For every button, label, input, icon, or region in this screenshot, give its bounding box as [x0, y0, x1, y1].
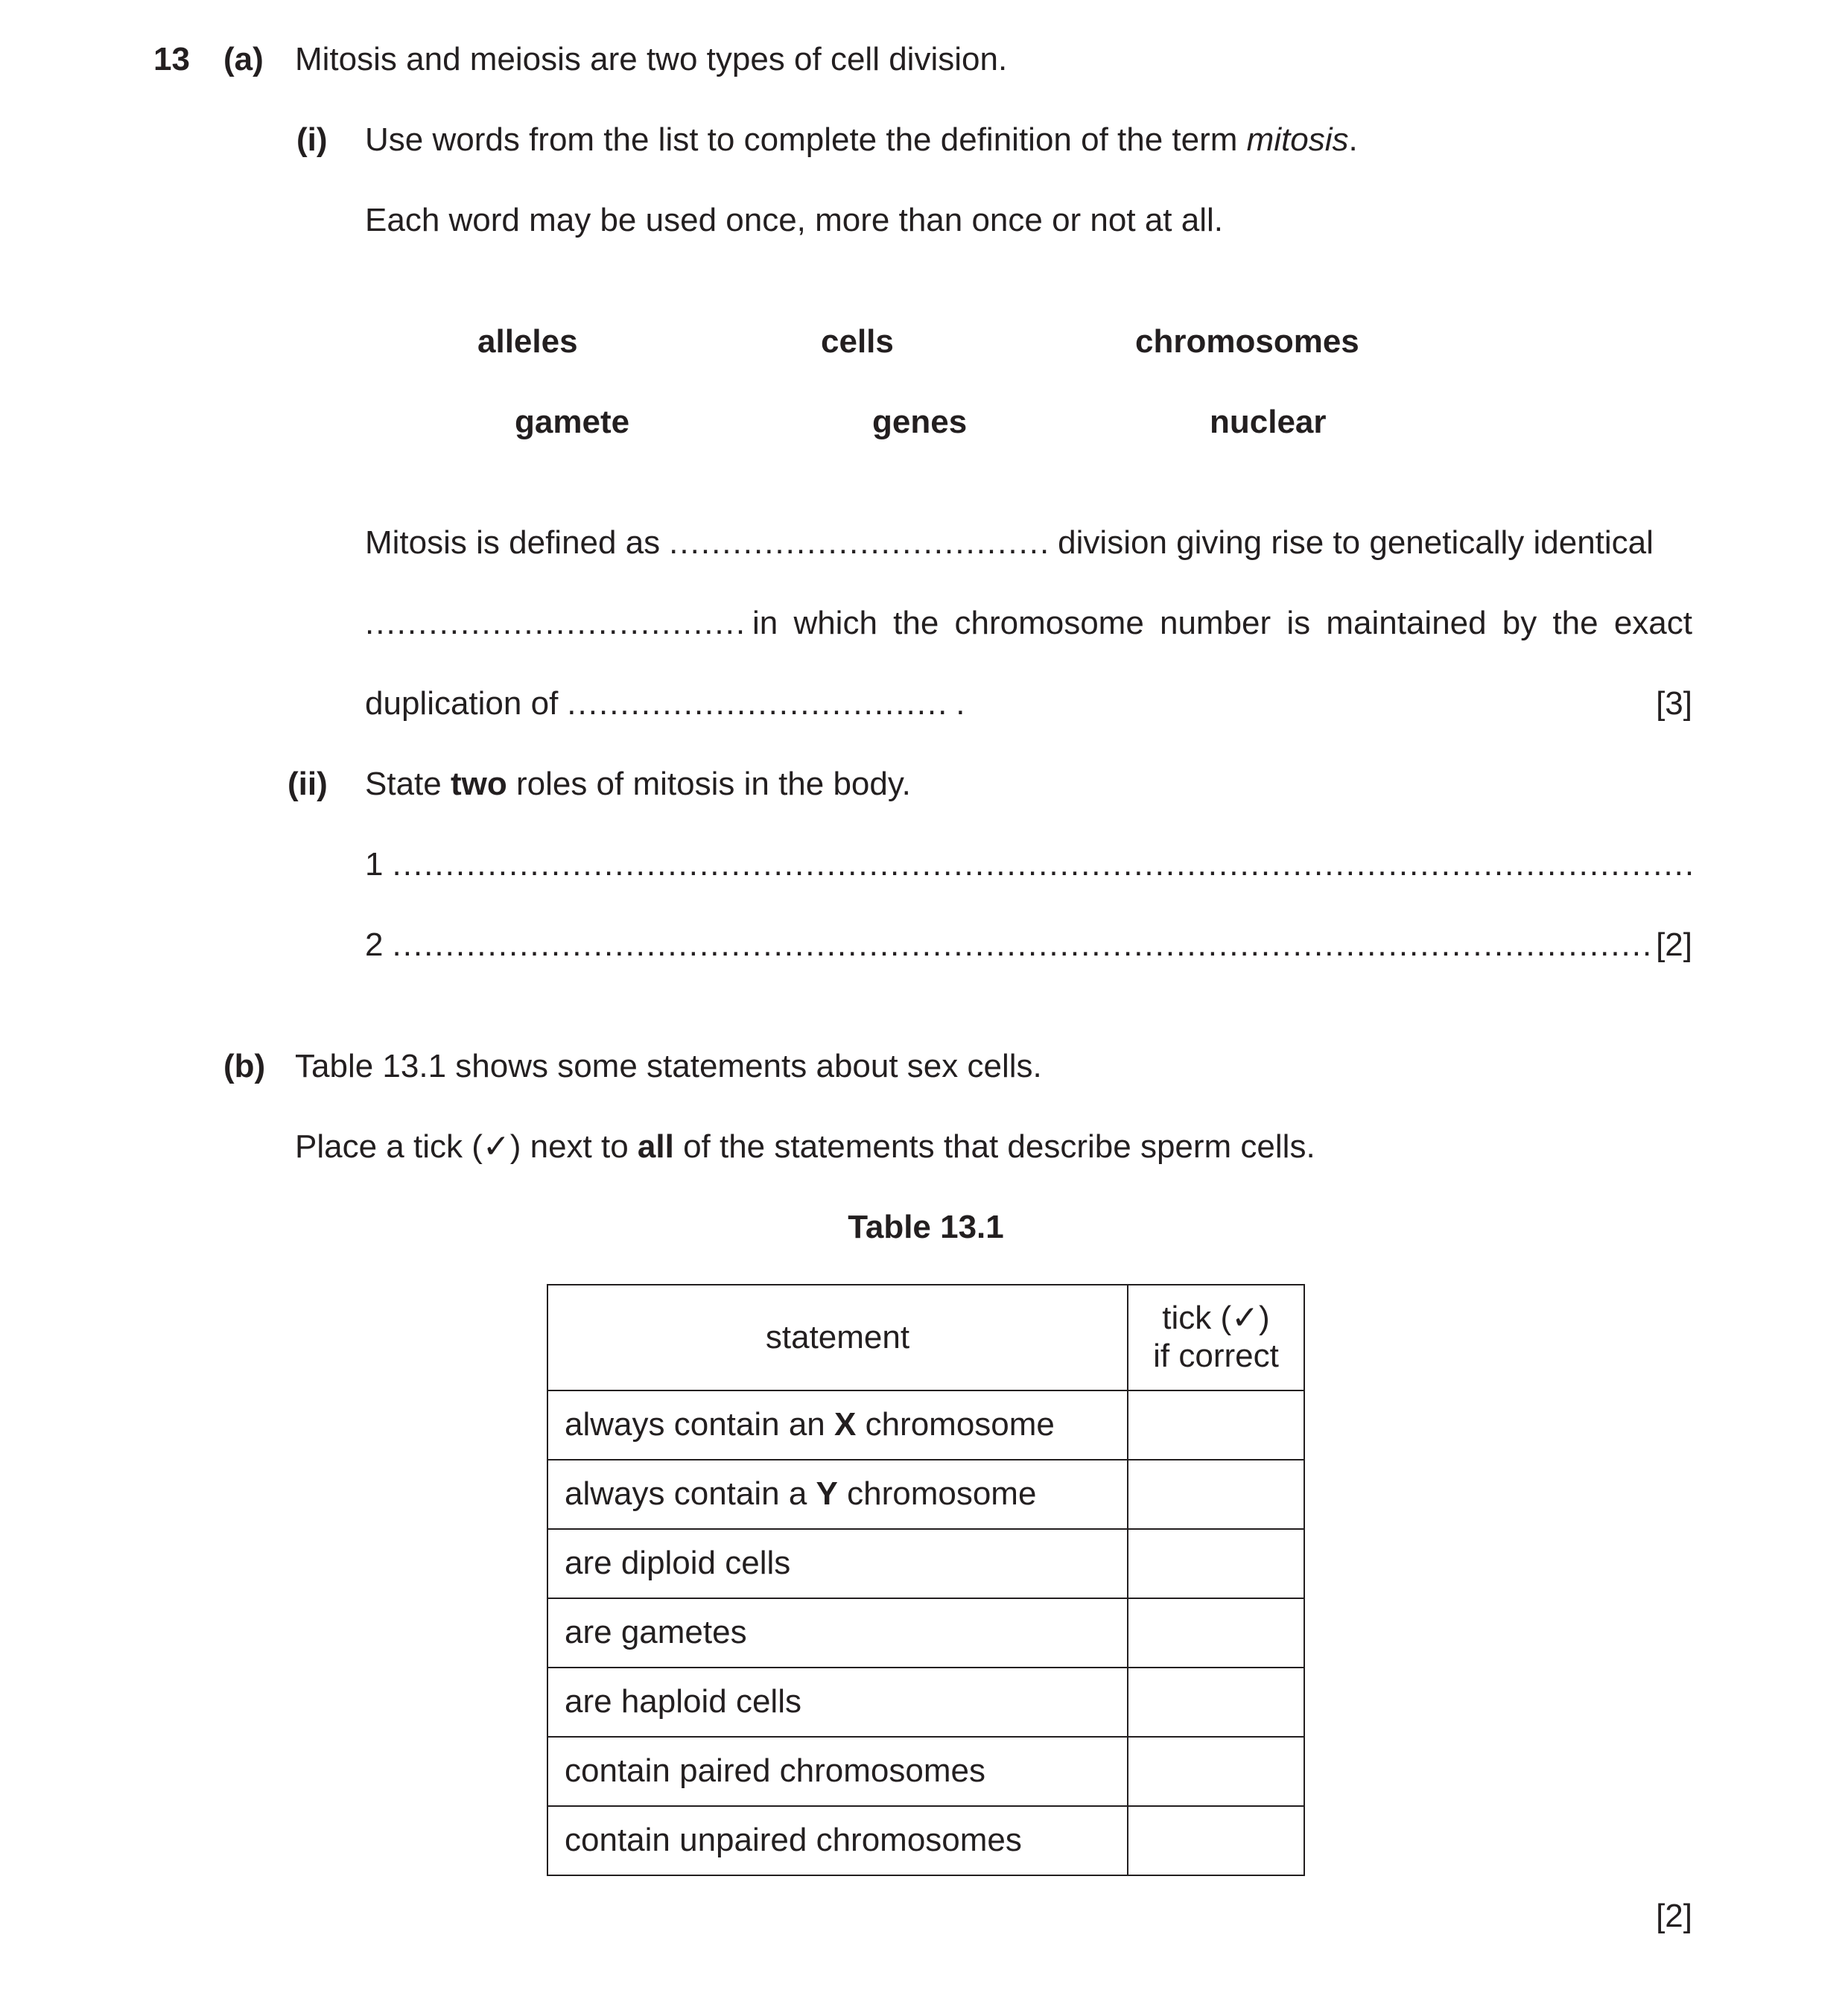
statement-text-end: chromosome — [837, 1475, 1037, 1513]
part-b-instruction-post: of the statements that describe sperm cells. — [673, 1128, 1315, 1165]
statement-text: always contain an — [565, 1406, 834, 1443]
definition-line-1-pre: Mitosis is defined as — [365, 524, 661, 561]
part-b-intro: Table 13.1 shows some statements about sex cells. — [295, 1048, 1042, 1084]
statement-cell — [547, 1668, 1128, 1737]
part-b-marks: [2] — [1656, 1898, 1692, 1934]
sub-ii-text-post: roles of mitosis in the body. — [507, 766, 911, 802]
question-number: 13 — [153, 41, 190, 77]
answer-line-2 — [365, 926, 1692, 965]
table-row — [547, 1529, 1304, 1598]
statement-text: are diploid cells — [565, 1545, 791, 1582]
word-cells: cells — [821, 323, 894, 360]
statement-cell — [547, 1737, 1128, 1806]
statement-bold: Y — [816, 1475, 838, 1513]
tick-box[interactable] — [1128, 1529, 1304, 1598]
statement-text: contain paired chromosomes — [565, 1752, 985, 1790]
sub-ii-text — [365, 765, 911, 804]
tick-box[interactable] — [1128, 1598, 1304, 1668]
table-row — [547, 1668, 1304, 1737]
answer-2-label: 2 — [365, 926, 384, 963]
table-header-row — [547, 1285, 1304, 1390]
part-b-label: (b) — [223, 1048, 266, 1084]
statement-text: contain unpaired chromosomes — [565, 1822, 1022, 1859]
answer-1-label: 1 — [365, 846, 384, 883]
statement-text: always contain a — [565, 1475, 816, 1513]
table-title: Table 13.1 — [848, 1209, 1004, 1245]
statements-table — [547, 1284, 1305, 1876]
statement-cell — [547, 1806, 1128, 1875]
sub-i-instruction-post: . — [1348, 121, 1358, 158]
word-genes: genes — [872, 404, 968, 440]
part-b-instruction-bold: all — [637, 1128, 674, 1165]
table-row — [547, 1598, 1304, 1668]
blank-1[interactable] — [669, 524, 1049, 563]
tick-box[interactable] — [1128, 1390, 1304, 1460]
word-gamete: gamete — [515, 404, 630, 440]
sub-i-instruction — [365, 121, 1358, 160]
tick-box[interactable] — [1128, 1806, 1304, 1875]
word-chromosomes: chromosomes — [1135, 323, 1359, 360]
table-row — [547, 1460, 1304, 1529]
table-row — [547, 1390, 1304, 1460]
answer-1-blank[interactable] — [392, 845, 1692, 885]
statement-header: statement — [547, 1285, 1128, 1390]
statement-cell — [547, 1598, 1128, 1668]
definition-line-1-post: division giving rise to genetically identical — [1058, 524, 1654, 561]
statement-cell — [547, 1529, 1128, 1598]
sub-ii-text-pre: State — [365, 766, 451, 802]
word-nuclear: nuclear — [1210, 404, 1327, 440]
definition-line-3 — [365, 684, 1692, 724]
part-b-instruction — [295, 1128, 1315, 1167]
sub-ii-marks: [2] — [1656, 926, 1692, 963]
sub-i-note: Each word may be used once, more than once or not at all. — [365, 202, 1223, 238]
statement-text: are gametes — [565, 1614, 747, 1651]
tick-header-line-2: if correct — [1153, 1338, 1279, 1374]
definition-line-3-end: . — [956, 685, 965, 722]
table-row — [547, 1737, 1304, 1806]
part-a-label: (a) — [223, 41, 264, 77]
statement-cell — [547, 1390, 1128, 1460]
statement-text: are haploid cells — [565, 1683, 801, 1720]
tick-box[interactable] — [1128, 1460, 1304, 1529]
statement-text-end: chromosome — [856, 1406, 1055, 1443]
definition-line-3-pre: duplication of — [365, 685, 559, 722]
sub-ii-text-bold: two — [450, 766, 507, 802]
definition-line-1 — [365, 524, 1692, 563]
word-alleles: alleles — [477, 323, 578, 360]
statement-cell — [547, 1460, 1128, 1529]
statement-bold: X — [834, 1406, 857, 1443]
tick-header — [1128, 1285, 1304, 1390]
answer-line-1 — [365, 845, 1692, 885]
sub-i-label: (i) — [296, 121, 328, 158]
sub-ii-label: (ii) — [288, 766, 328, 802]
tick-header-line-1: tick (✓) — [1162, 1300, 1270, 1337]
tick-box[interactable] — [1128, 1737, 1304, 1806]
table-row — [547, 1806, 1304, 1875]
definition-line-2-post: in which the chromosome number is maintained by the exact — [752, 605, 1692, 641]
sub-i-marks: [3] — [1656, 685, 1692, 722]
part-b-instruction-pre: Place a tick (✓) next to — [295, 1128, 638, 1165]
definition-line-2 — [365, 604, 1692, 643]
answer-2-blank[interactable] — [392, 926, 1656, 965]
blank-2[interactable] — [365, 604, 743, 643]
sub-i-instruction-term: mitosis — [1246, 121, 1349, 158]
part-a-intro: Mitosis and meiosis are two types of cell division. — [295, 41, 1008, 77]
tick-box[interactable] — [1128, 1668, 1304, 1737]
blank-3[interactable] — [567, 684, 947, 724]
sub-i-instruction-pre: Use words from the list to complete the definition of the term — [365, 121, 1247, 158]
